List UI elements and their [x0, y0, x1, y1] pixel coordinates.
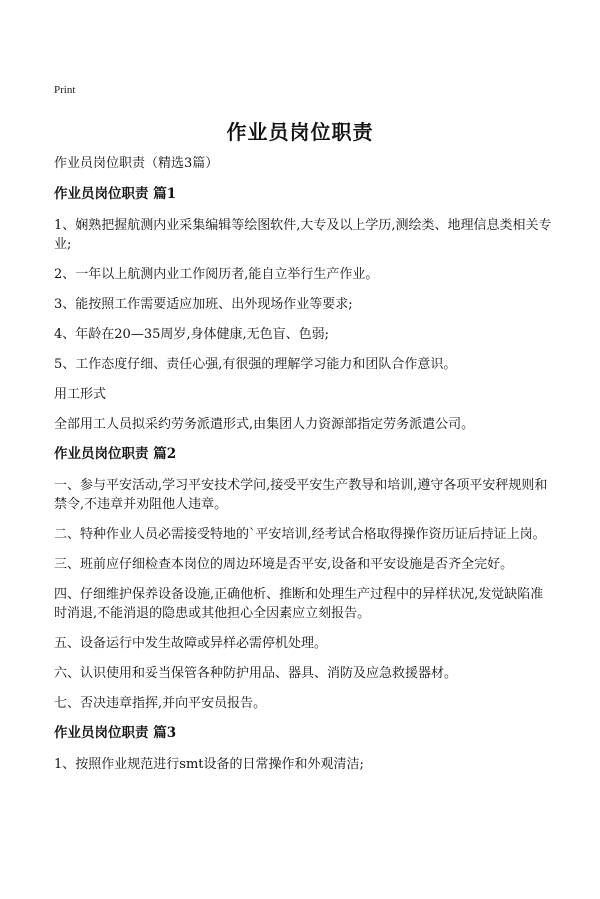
list-item: 3、能按照工作需要适应加班、出外现场作业等要求; — [54, 297, 353, 312]
document-subtitle: 作业员岗位职责（精选3篇） — [54, 156, 219, 171]
list-item: 1、按照作业规范进行smt设备的日常操作和外观清洁; — [54, 757, 364, 772]
paragraph: 全部用工人员拟采约劳务派遣形式,由集团人力资源部指定劳务派遣公司。 — [54, 417, 475, 432]
list-item: 2、一年以上航测内业工作阅历者,能自立举行生产作业。 — [54, 267, 379, 282]
list-item: 5、工作态度仔细、责任心强,有很强的理解学习能力和团队合作意识。 — [54, 357, 457, 372]
list-item: 六、认识使用和妥当保管各种防护用品、器具、消防及应急救援器材。 — [54, 666, 458, 681]
document-body — [54, 154, 554, 785]
section-heading: 作业员岗位职责 篇2 — [54, 446, 177, 462]
document-title: 作业员岗位职责 — [226, 120, 374, 144]
list-item: 五、设备运行中发生故障或异样必需停机处理。 — [54, 636, 328, 651]
section-heading: 作业员岗位职责 篇3 — [54, 725, 177, 741]
section-3 — [54, 724, 554, 774]
list-item: 三、班前应仔细检查本岗位的周边环境是否平安,设备和平安设施是否齐全完好。 — [54, 557, 514, 572]
section-heading: 作业员岗位职责 篇1 — [54, 186, 177, 202]
list-item: 二、特种作业人员必需接受特地的`平安培训,经考试合格取得操作资历证后持证上岗。 — [54, 527, 546, 542]
section-1 — [54, 185, 554, 434]
list-item: 四、仔细维护保养设备设施,正确他析、推断和处理生产过程中的异样状况,发觉缺陷准时消退,不能消退的隐患或其他担心全因素应立刻报告。 — [54, 587, 544, 621]
list-item: 4、年龄在20—35周岁,身体健康,无色盲、色弱; — [54, 327, 329, 342]
section-2 — [54, 445, 554, 713]
list-item: 七、否决违章指挥,并向平安员报告。 — [54, 696, 267, 711]
print-label: Print — [54, 84, 76, 96]
list-item: 1、娴熟把握航测内业采集编辑等绘图软件,大专及以上学历,测绘类、地理信息类相关专业; — [54, 218, 552, 252]
list-item: 一、参与平安活动,学习平安技术学问,接受平安生产教导和培训,遵守各项平安秤规则和禁令,不违章并劝阻他人违章。 — [54, 478, 548, 512]
sub-heading: 用工形式 — [54, 387, 107, 402]
